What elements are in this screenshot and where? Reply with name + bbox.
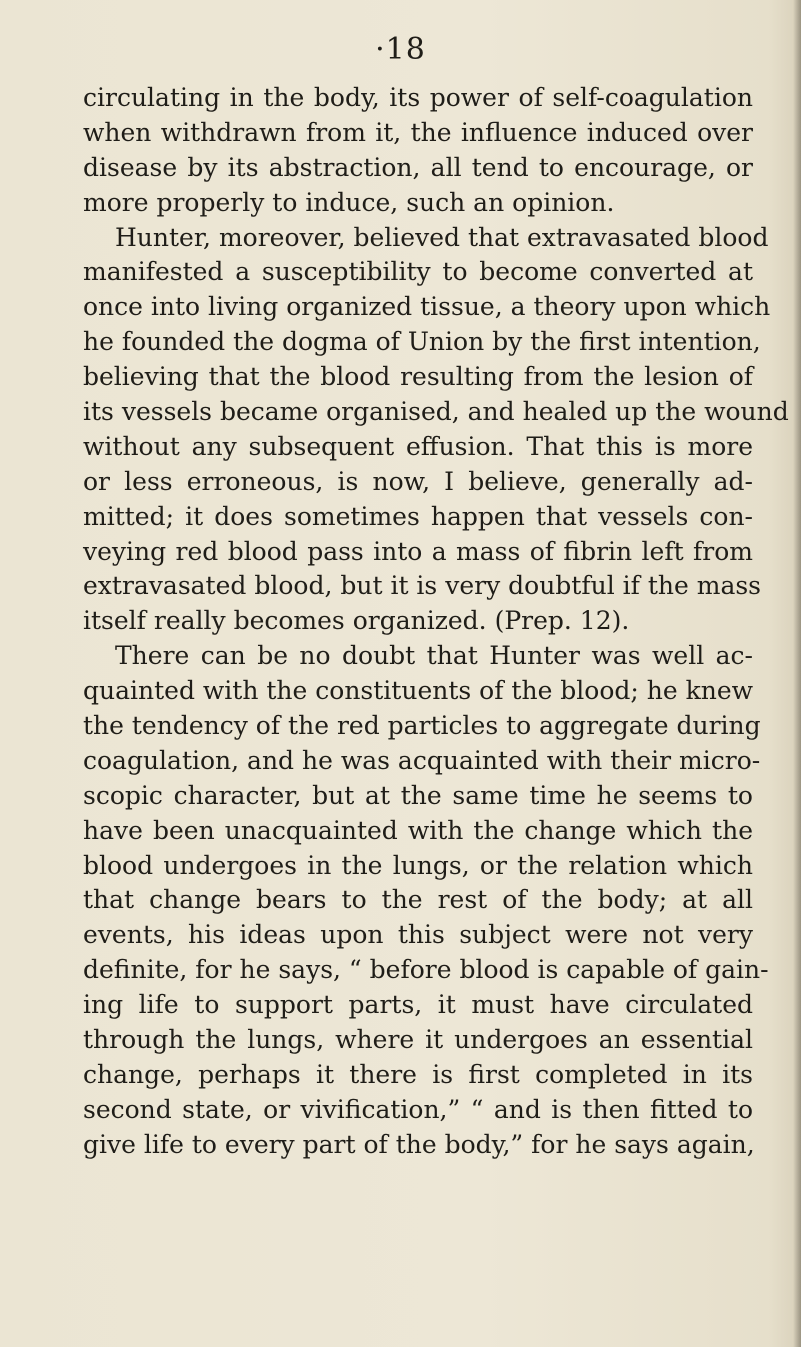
text-line: through the lungs, where it undergoes an essential <box>83 1025 753 1055</box>
text-line: disease by its abstraction, all tend to encourage, or <box>83 152 753 182</box>
body-text <box>83 81 789 1163</box>
text-line: second state, or vivification,” “ and is then fitted to <box>83 1094 753 1124</box>
text-line: There can be no doubt that Hunter was well ac- <box>115 641 753 671</box>
text-line: or less erroneous, is now, I believe, generally ad- <box>83 466 753 496</box>
text-line: manifested a susceptibility to become converted at <box>83 257 753 287</box>
text-line: more properly to induce, such an opinion. <box>83 187 615 217</box>
text-line: give life to every part of the body,” for he says again, <box>83 1129 755 1159</box>
text-line: scopic character, but at the same time he seems to <box>83 780 753 810</box>
text-line: definite, for he says, “ before blood is capable of gain- <box>83 955 769 985</box>
text-line: change, perhaps it there is first completed in its <box>83 1059 753 1089</box>
text-line: ing life to support parts, it must have circulated <box>83 990 753 1020</box>
text-line: quainted with the constituents of the blood; he knew <box>83 676 754 706</box>
text-line: believing that the blood resulting from the lesion of <box>83 362 753 392</box>
text-line: Hunter, moreover, believed that extravasated blood <box>115 222 769 252</box>
text-line: circulating in the body, its power of self-coagulation <box>83 83 753 112</box>
page-number: ·18 <box>375 32 426 67</box>
text-line: veying red blood pass into a mass of fibrin left from <box>83 536 753 566</box>
text-line: when withdrawn from it, the influence induced over <box>83 117 753 147</box>
page-edge-shadow <box>793 0 801 1347</box>
text-line: mitted; it does sometimes happen that vessels con- <box>83 501 753 531</box>
text-line: coagulation, and he was acquainted with their micro- <box>83 745 761 775</box>
text-line: events, his ideas upon this subject were not very <box>83 920 753 950</box>
text-line: blood undergoes in the lungs, or the relation which <box>83 850 753 880</box>
text-line: the tendency of the red particles to aggregate during <box>83 711 761 741</box>
text-line: once into living organized tissue, a theory upon which <box>83 292 771 322</box>
text-line: that change bears to the rest of the body; at all <box>83 885 753 915</box>
text-line: he founded the dogma of Union by the first intention, <box>83 327 761 357</box>
text-line: have been unacquainted with the change which the <box>83 815 753 845</box>
text-line: without any subsequent effusion. That this is more <box>83 431 753 461</box>
text-line: extravasated blood, but it is very doubtful if the mass <box>83 571 762 601</box>
text-line: itself really becomes organized. (Prep. 12). <box>83 606 630 636</box>
text-line: its vessels became organised, and healed up the wound <box>83 397 789 427</box>
